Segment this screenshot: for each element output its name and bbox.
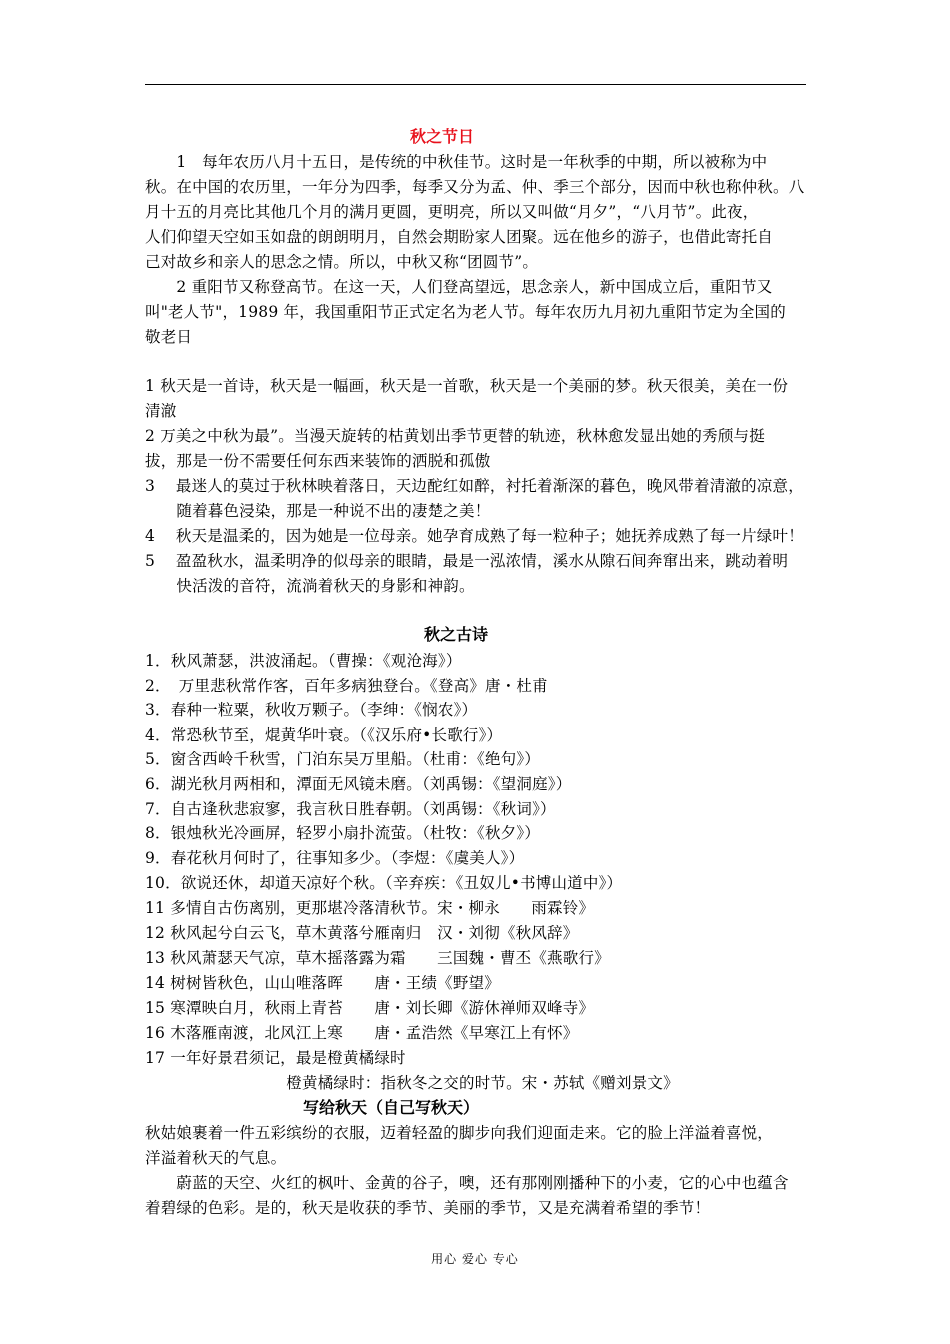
festival-paragraph-line: 秋。在中国的农历里，一年分为四季，每季又分为孟、仲、季三个部分，因而中秋也称仲秋。八 [145,178,805,196]
autumn-quote-line: 清澈 [145,402,177,420]
poem-line: 6．湖光秋月两相和，潭面无风镜未磨。（刘禹锡：《望洞庭》） [145,775,572,793]
essay-section-title: 写给秋天（自己写秋天） [303,1098,480,1117]
autumn-quote-line: 拔，那是一份不需要任何东西来装饰的洒脱和孤傲 [145,452,491,470]
poem-line: 16 木落雁南渡，北风江上寒 唐・孟浩然《早寒江上有怀》 [145,1024,579,1042]
poem-line: 5．窗含西岭千秋雪，门泊东吴万里船。（杜甫：《绝句》） [145,750,541,768]
poem-line: 9．春花秋月何时了，往事知多少。（李煜：《虞美人》） [145,849,525,867]
festival-paragraph-line: 2 重阳节又称登高节。在这一天，人们登高望远，思念亲人，新中国成立后，重阳节又 [145,278,773,296]
poem-line: 17 一年好景君须记，最是橙黄橘绿时 [145,1049,406,1067]
festival-paragraph-line: 人们仰望天空如玉如盘的朗朗明月，自然会期盼家人团聚。远在他乡的游子，也借此寄托自 [145,228,774,246]
poem-line: 4．常恐秋节至，焜黄华叶衰。（《汉乐府•长歌行》） [145,726,503,744]
poem-section-title: 秋之古诗 [424,625,489,644]
festival-section-title: 秋之节日 [410,127,475,146]
autumn-quote-line: 2 万美之中秋为最”。当漫天旋转的枯黄划出季节更替的轨迹，秋林愈发显出她的秀颀与挺 [145,427,765,445]
autumn-quote-line: 1 秋天是一首诗，秋天是一幅画，秋天是一首歌，秋天是一个美丽的梦。秋天很美，美在一份 [145,377,789,395]
essay-paragraph-line: 洋溢着秋天的气息。 [145,1149,287,1167]
autumn-quote-line: 3 最迷人的莫过于秋林映着落日，天边酡红如醉，衬托着渐深的暮色，晚风带着清澈的凉意， [145,477,804,495]
page-footer: 用心 爱心 专心 [431,1252,519,1266]
poem-line: 12 秋风起兮白云飞，草木黄落兮雁南归 汉・刘彻《秋风辞》 [145,924,579,942]
autumn-quote-line: 5 盈盈秋水，温柔明净的似母亲的眼睛，最是一泓浓情，溪水从隙石间奔窜出来，跳动着明 [145,552,789,570]
poem-line: 10．欲说还休，却道天凉好个秋。（辛弃疾：《丑奴儿•书博山道中》） [145,874,623,892]
autumn-quote-line: 随着暮色浸染，那是一种说不出的凄楚之美！ [145,502,491,520]
poem-line: 13 秋风萧瑟天气凉，草木摇落露为霜 三国魏・曹丕《燕歌行》 [145,949,610,967]
poem-line: 1．秋风萧瑟，洪波涌起。（曹操：《观沧海》） [145,652,462,670]
essay-paragraph-line: 着碧绿的色彩。是的，秋天是收获的季节、美丽的季节，又是充满着希望的季节！ [145,1199,711,1217]
poem-line: 8．银烛秋光冷画屏，轻罗小扇扑流萤。（杜牧：《秋夕》） [145,824,541,842]
autumn-quote-line: 4 秋天是温柔的，因为她是一位母亲。她孕育成熟了每一粒种子；她抚养成熟了每一片绿叶！ [145,527,804,545]
poem-line: 橙黄橘绿时：指秋冬之交的时节。宋・苏轼《赠刘景文》 [145,1074,679,1092]
poem-line: 11 多情自古伤离别，更那堪冷落清秋节。宋・柳永 雨霖铃》 [145,899,595,917]
festival-paragraph-line: 叫"老人节"，1989 年，我国重阳节正式定名为老人节。每年农历九月初九重阳节定为全国的 [145,303,786,321]
festival-paragraph-line: 月十五的月亮比其他几个月的满月更圆，更明亮，所以又叫做“月夕”，“八月节”。此夜， [145,203,759,221]
poem-line: 2． 万里悲秋常作客，百年多病独登台。《登高》唐・杜甫 [145,677,548,695]
poem-line: 14 树树皆秋色，山山唯落晖 唐・王绩《野望》 [145,974,500,992]
essay-paragraph-line: 蔚蓝的天空、火红的枫叶、金黄的谷子，噢，还有那刚刚播种下的小麦，它的心中也蕴含 [145,1174,789,1192]
festival-paragraph-line: 己对故乡和亲人的思念之情。所以，中秋又称“团圆节”。 [145,253,539,271]
poem-line: 3．春种一粒粟，秋收万颗子。（李绅：《悯农》） [145,701,478,719]
festival-paragraph-line: 敬老日 [145,328,193,346]
festival-paragraph-line: 1 每年农历八月十五日，是传统的中秋佳节。这时是一年秋季的中期，所以被称为中 [145,153,768,171]
autumn-quote-line: 快活泼的音符，流淌着秋天的身影和神韵。 [145,577,475,595]
essay-paragraph-line: 秋姑娘裹着一件五彩缤纷的衣服，迈着轻盈的脚步向我们迎面走来。它的脸上洋溢着喜悦， [145,1124,774,1142]
header-rule [145,84,806,85]
poem-line: 7．自古逢秋悲寂寥，我言秋日胜春朝。（刘禹锡：《秋词》） [145,800,556,818]
poem-line: 15 寒潭映白月，秋雨上青苔 唐・刘长卿《游休禅师双峰寺》 [145,999,595,1017]
